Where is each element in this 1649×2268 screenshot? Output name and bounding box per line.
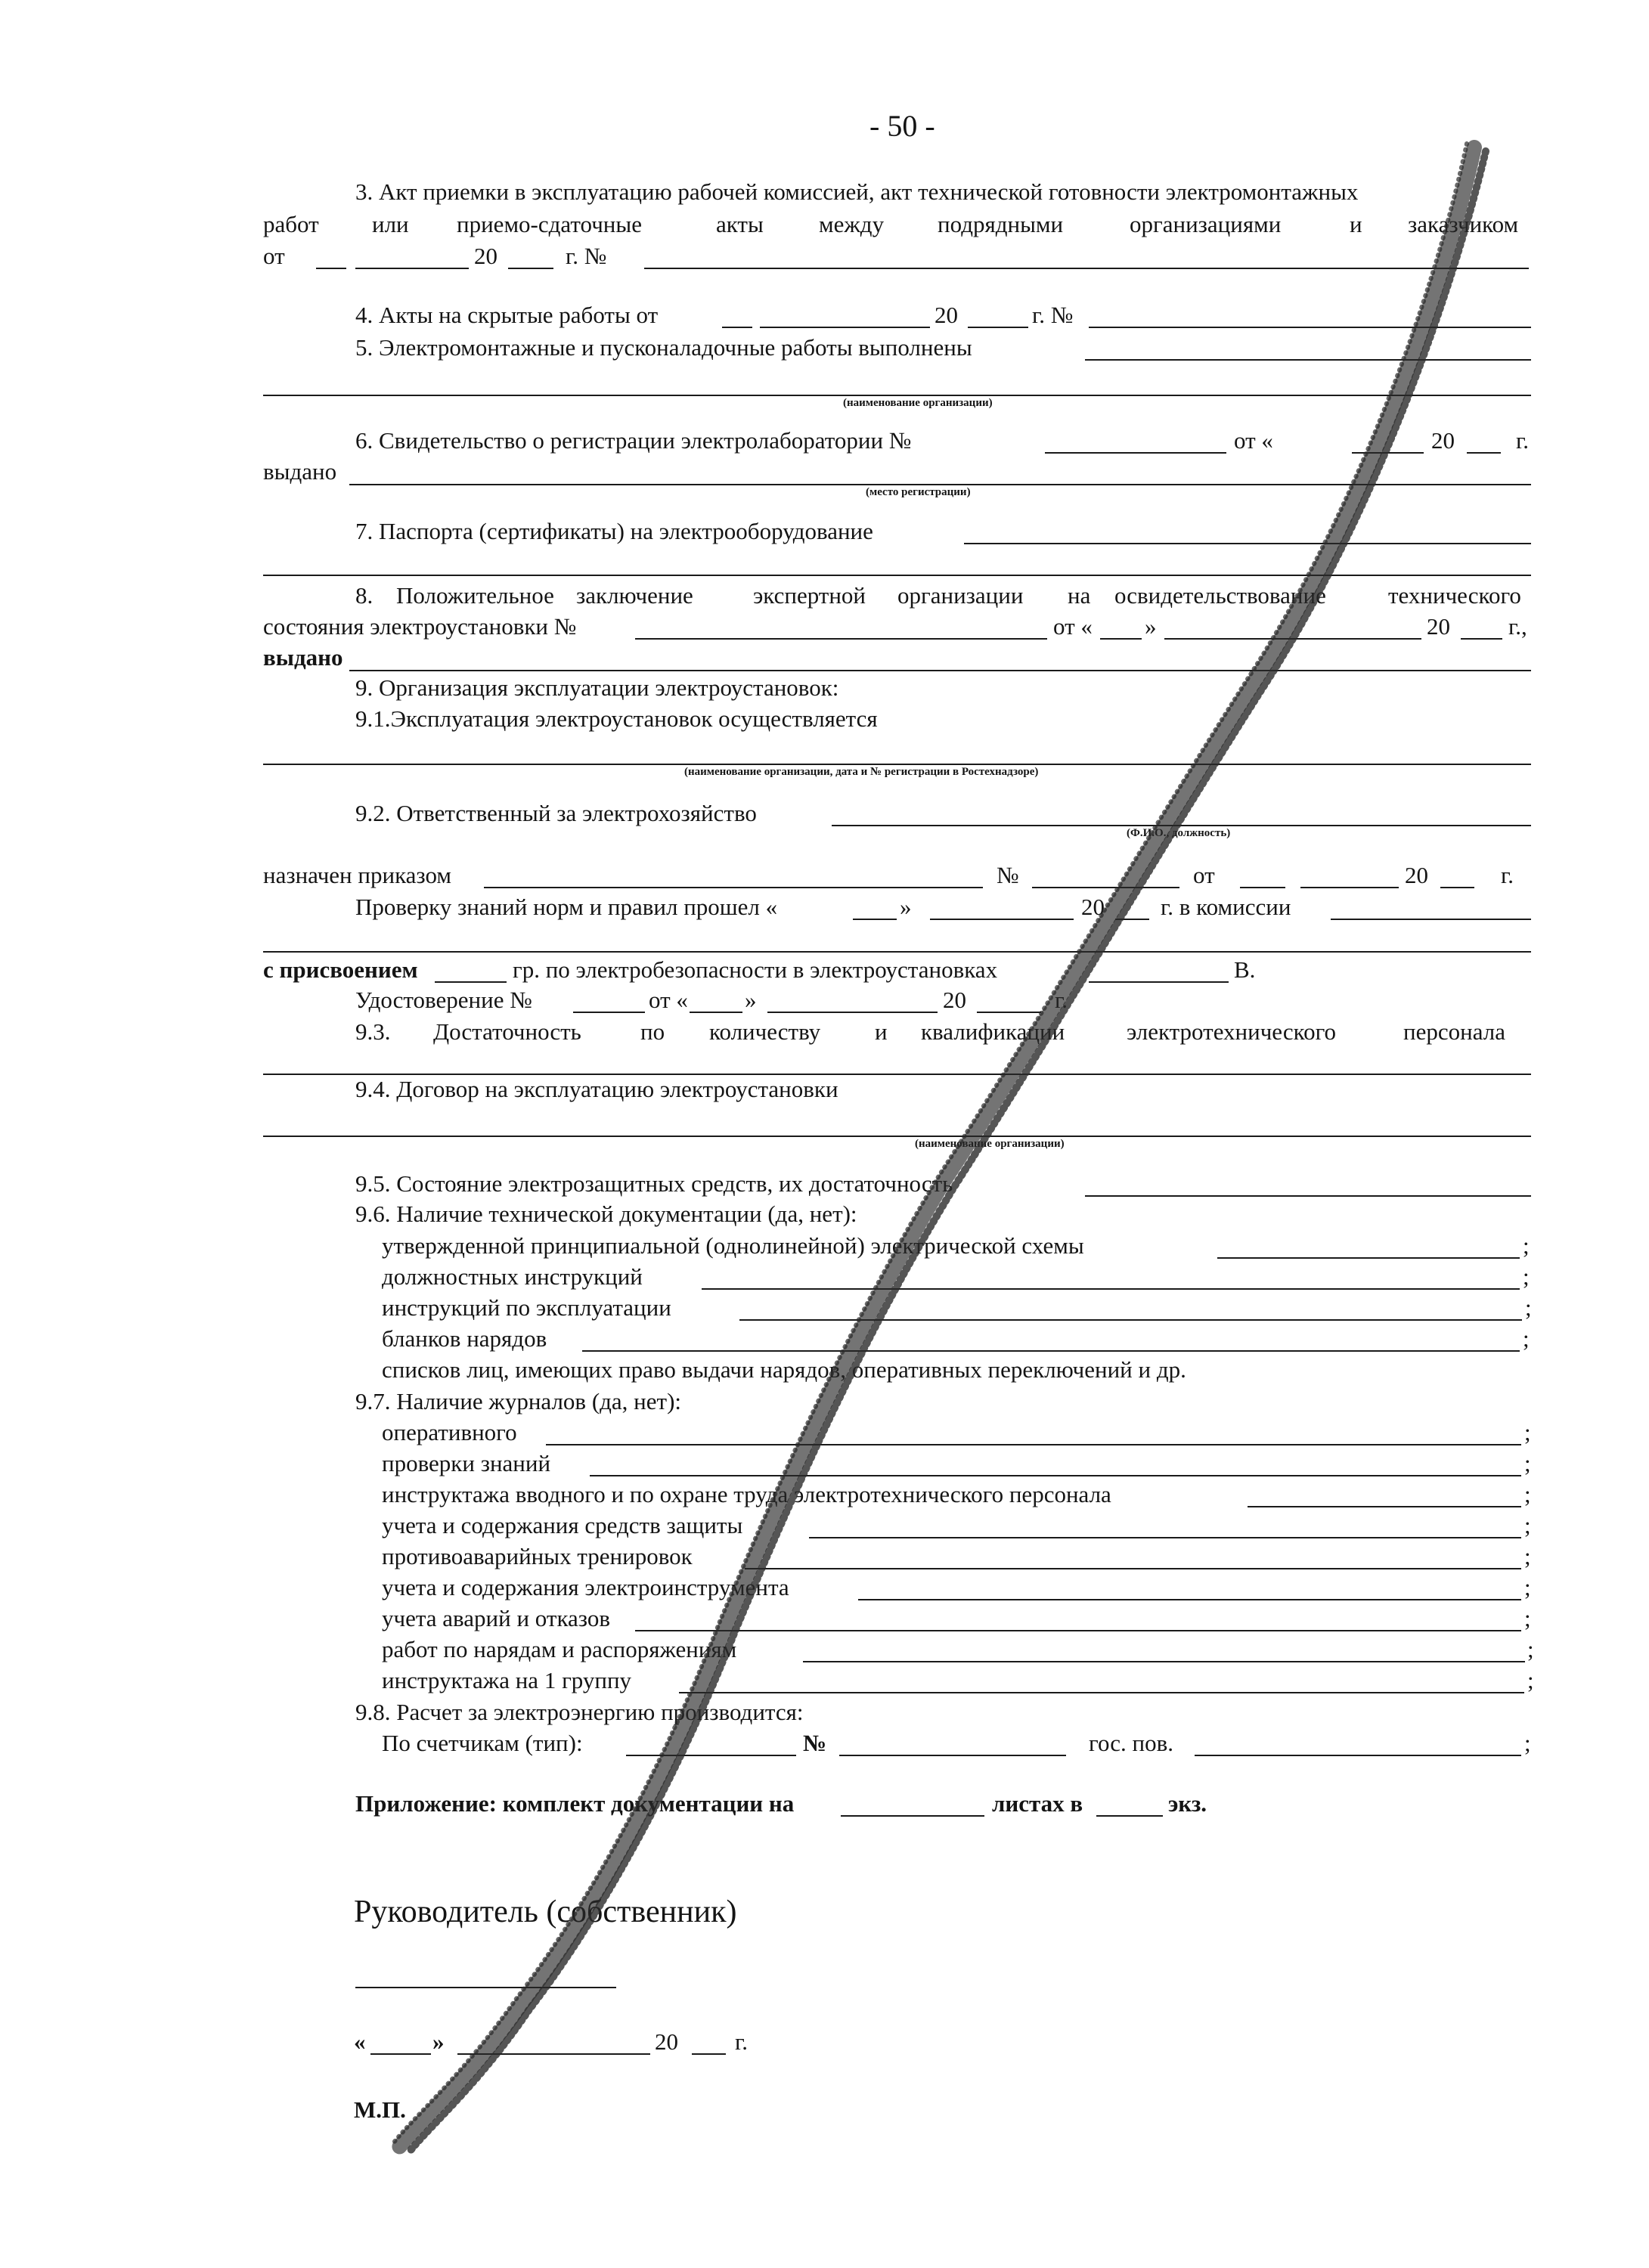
item9-3-word: электротехнического bbox=[1127, 1018, 1337, 1045]
item3-word: организациями bbox=[1130, 211, 1282, 237]
order-no: № bbox=[997, 862, 1019, 888]
item8-from: от « bbox=[1053, 613, 1093, 640]
item8-line2: состояния электроустановки № bbox=[263, 613, 577, 640]
semicolon: ; bbox=[1524, 1543, 1531, 1569]
item9-2-caption: (Ф.И.О., должность) bbox=[1127, 827, 1231, 839]
item7-text: 7. Паспорта (сертификаты) на электрооборудование bbox=[355, 518, 873, 544]
item3-word: или bbox=[372, 211, 409, 237]
item3-word: между bbox=[819, 211, 885, 237]
item6-text: 6. Свидетельство о регистрации электролаборатории № bbox=[355, 427, 912, 454]
page-number: - 50 - bbox=[869, 109, 935, 143]
semicolon: ; bbox=[1523, 1232, 1530, 1259]
check-commission: г. в комиссии bbox=[1161, 894, 1291, 920]
doc-item: бланков нарядов bbox=[382, 1325, 547, 1352]
item9-7: 9.7. Наличие журналов (да, нет): bbox=[355, 1388, 682, 1414]
item9-1: 9.1.Эксплуатация электроустановок осуществляется bbox=[355, 705, 878, 732]
item8-word: освидетельствование bbox=[1114, 582, 1326, 609]
item3-year: 20 bbox=[474, 243, 497, 269]
journal-item: учета и содержания электроинструмента bbox=[382, 1574, 789, 1600]
item6-g: г. bbox=[1516, 427, 1529, 454]
doc-item: утвержденной принципиальной (однолинейной) электрической схемы bbox=[382, 1232, 1084, 1259]
item8-word: экспертной bbox=[753, 582, 866, 609]
item3-word: подрядными bbox=[938, 211, 1064, 237]
item8-word: заключение bbox=[576, 582, 693, 609]
signature-head: Руководитель (собственник) bbox=[354, 1895, 737, 1929]
semicolon: ; bbox=[1525, 1294, 1532, 1321]
stamp-label: М.П. bbox=[354, 2096, 406, 2123]
item9-1-caption: (наименование организации, дата и № регистрации в Ростехнадзоре) bbox=[684, 766, 1039, 778]
journal-item: проверки знаний bbox=[382, 1450, 551, 1476]
item9-4: 9.4. Договор на эксплуатацию электроустановки bbox=[355, 1076, 838, 1102]
doc-item: должностных инструкций bbox=[382, 1263, 643, 1290]
item3-word: приемо-сдаточные bbox=[457, 211, 642, 237]
sign-open: « bbox=[354, 2028, 366, 2055]
item9-2: 9.2. Ответственный за электрохозяйство bbox=[355, 800, 757, 826]
meter-gos: гос. пов. bbox=[1089, 1730, 1173, 1756]
item3-g-no: г. № bbox=[566, 243, 607, 269]
item6-year: 20 bbox=[1431, 427, 1455, 454]
item4-g-no: г. № bbox=[1032, 302, 1074, 328]
semicolon: ; bbox=[1524, 1481, 1531, 1507]
item9-8: 9.8. Расчет за электроэнергию производится: bbox=[355, 1699, 804, 1725]
item8-issued: выдано bbox=[263, 644, 343, 671]
semicolon: ; bbox=[1524, 1605, 1531, 1631]
item8-word: 8. bbox=[355, 582, 374, 609]
assign-text: гр. по электробезопасности в электроустановках bbox=[513, 956, 998, 983]
item8-word: на bbox=[1068, 582, 1091, 609]
item5-caption: (наименование организации) bbox=[843, 397, 993, 409]
item4-year: 20 bbox=[935, 302, 958, 328]
journal-item: инструктажа на 1 группу bbox=[382, 1667, 632, 1693]
item9-5: 9.5. Состояние электрозащитных средств, их достаточность bbox=[355, 1170, 953, 1197]
journal-item: учета аварий и отказов bbox=[382, 1605, 610, 1631]
item9-6: 9.6. Наличие технической документации (да, нет): bbox=[355, 1201, 857, 1227]
item8-word: Положительное bbox=[396, 582, 554, 609]
check-year: 20 bbox=[1081, 894, 1105, 920]
journal-item: инструктажа вводного и по охране труда электротехнического персонала bbox=[382, 1481, 1111, 1507]
cert-close: » bbox=[745, 987, 757, 1013]
check-close: » bbox=[900, 894, 912, 920]
semicolon: ; bbox=[1523, 1325, 1530, 1352]
semicolon: ; bbox=[1527, 1636, 1534, 1662]
item6-from: от « bbox=[1234, 427, 1273, 454]
item9-3-word: количеству bbox=[709, 1018, 821, 1045]
item3-from: от bbox=[263, 243, 285, 269]
order-g: г. bbox=[1501, 862, 1514, 888]
item9-3-word: и bbox=[875, 1018, 888, 1045]
order-year: 20 bbox=[1405, 862, 1428, 888]
check-text: Проверку знаний норм и правил прошел « bbox=[355, 894, 778, 920]
doc-item: списков лиц, имеющих право выдачи нарядов, оперативных переключений и др. bbox=[382, 1356, 1186, 1383]
item8-year: 20 bbox=[1427, 613, 1450, 640]
item9-3-word: квалификации bbox=[921, 1018, 1065, 1045]
journal-item: работ по нарядам и распоряжениям bbox=[382, 1636, 737, 1662]
item8-g: г., bbox=[1508, 613, 1527, 640]
item9-3-word: Достаточность bbox=[433, 1018, 581, 1045]
semicolon: ; bbox=[1523, 1263, 1530, 1290]
item3-word: заказчиком bbox=[1408, 211, 1519, 237]
item4-text: 4. Акты на скрытые работы от bbox=[355, 302, 659, 328]
semicolon: ; bbox=[1524, 1450, 1531, 1476]
item3-word: работ bbox=[263, 211, 319, 237]
appendix-copies: экз. bbox=[1168, 1790, 1207, 1817]
item3-line1: 3. Акт приемки в эксплуатацию рабочей комиссией, акт технической готовности электромонтажных bbox=[355, 178, 1359, 205]
item3-word: и bbox=[1350, 211, 1362, 237]
cert-g: г. bbox=[1055, 987, 1068, 1013]
item8-word: организации bbox=[897, 582, 1024, 609]
assign-label: с присвоением bbox=[263, 956, 418, 983]
cert-from: от « bbox=[649, 987, 688, 1013]
item9-3-word: по bbox=[640, 1018, 665, 1045]
item9-title: 9. Организация эксплуатации электроустановок: bbox=[355, 674, 839, 701]
meter-label: По счетчикам (тип): bbox=[382, 1730, 583, 1756]
item3-word: акты bbox=[716, 211, 764, 237]
order-label: назначен приказом bbox=[263, 862, 452, 888]
journal-item: оперативного bbox=[382, 1419, 517, 1445]
doc-item: инструкций по эксплуатации bbox=[382, 1294, 671, 1321]
cert-label: Удостоверение № bbox=[355, 987, 532, 1013]
appendix-sheets: листах в bbox=[992, 1790, 1083, 1817]
cert-year: 20 bbox=[943, 987, 966, 1013]
item9-3-word: персонала bbox=[1403, 1018, 1505, 1045]
item8-word: технического bbox=[1388, 582, 1521, 609]
semicolon: ; bbox=[1524, 1730, 1531, 1756]
item6-caption: (место регистрации) bbox=[866, 486, 971, 498]
meter-no: № bbox=[803, 1730, 827, 1756]
order-from: от bbox=[1193, 862, 1215, 888]
item6-issued: выдано bbox=[263, 458, 337, 485]
sign-g: г. bbox=[735, 2028, 748, 2055]
sign-year: 20 bbox=[655, 2028, 678, 2055]
item8-close: » bbox=[1145, 613, 1157, 640]
journal-item: учета и содержания средств защиты bbox=[382, 1512, 743, 1538]
semicolon: ; bbox=[1527, 1667, 1534, 1693]
semicolon: ; bbox=[1524, 1419, 1531, 1445]
assign-v: В. bbox=[1234, 956, 1256, 983]
appendix-text: Приложение: комплект документации на bbox=[355, 1790, 795, 1817]
item5-text: 5. Электромонтажные и пусконаладочные работы выполнены bbox=[355, 334, 972, 361]
item9-4-caption: (наименование организации) bbox=[915, 1138, 1065, 1150]
semicolon: ; bbox=[1524, 1512, 1531, 1538]
semicolon: ; bbox=[1524, 1574, 1531, 1600]
journal-item: противоаварийных тренировок bbox=[382, 1543, 693, 1569]
item9-3-word: 9.3. bbox=[355, 1018, 391, 1045]
sign-close: » bbox=[432, 2028, 445, 2055]
